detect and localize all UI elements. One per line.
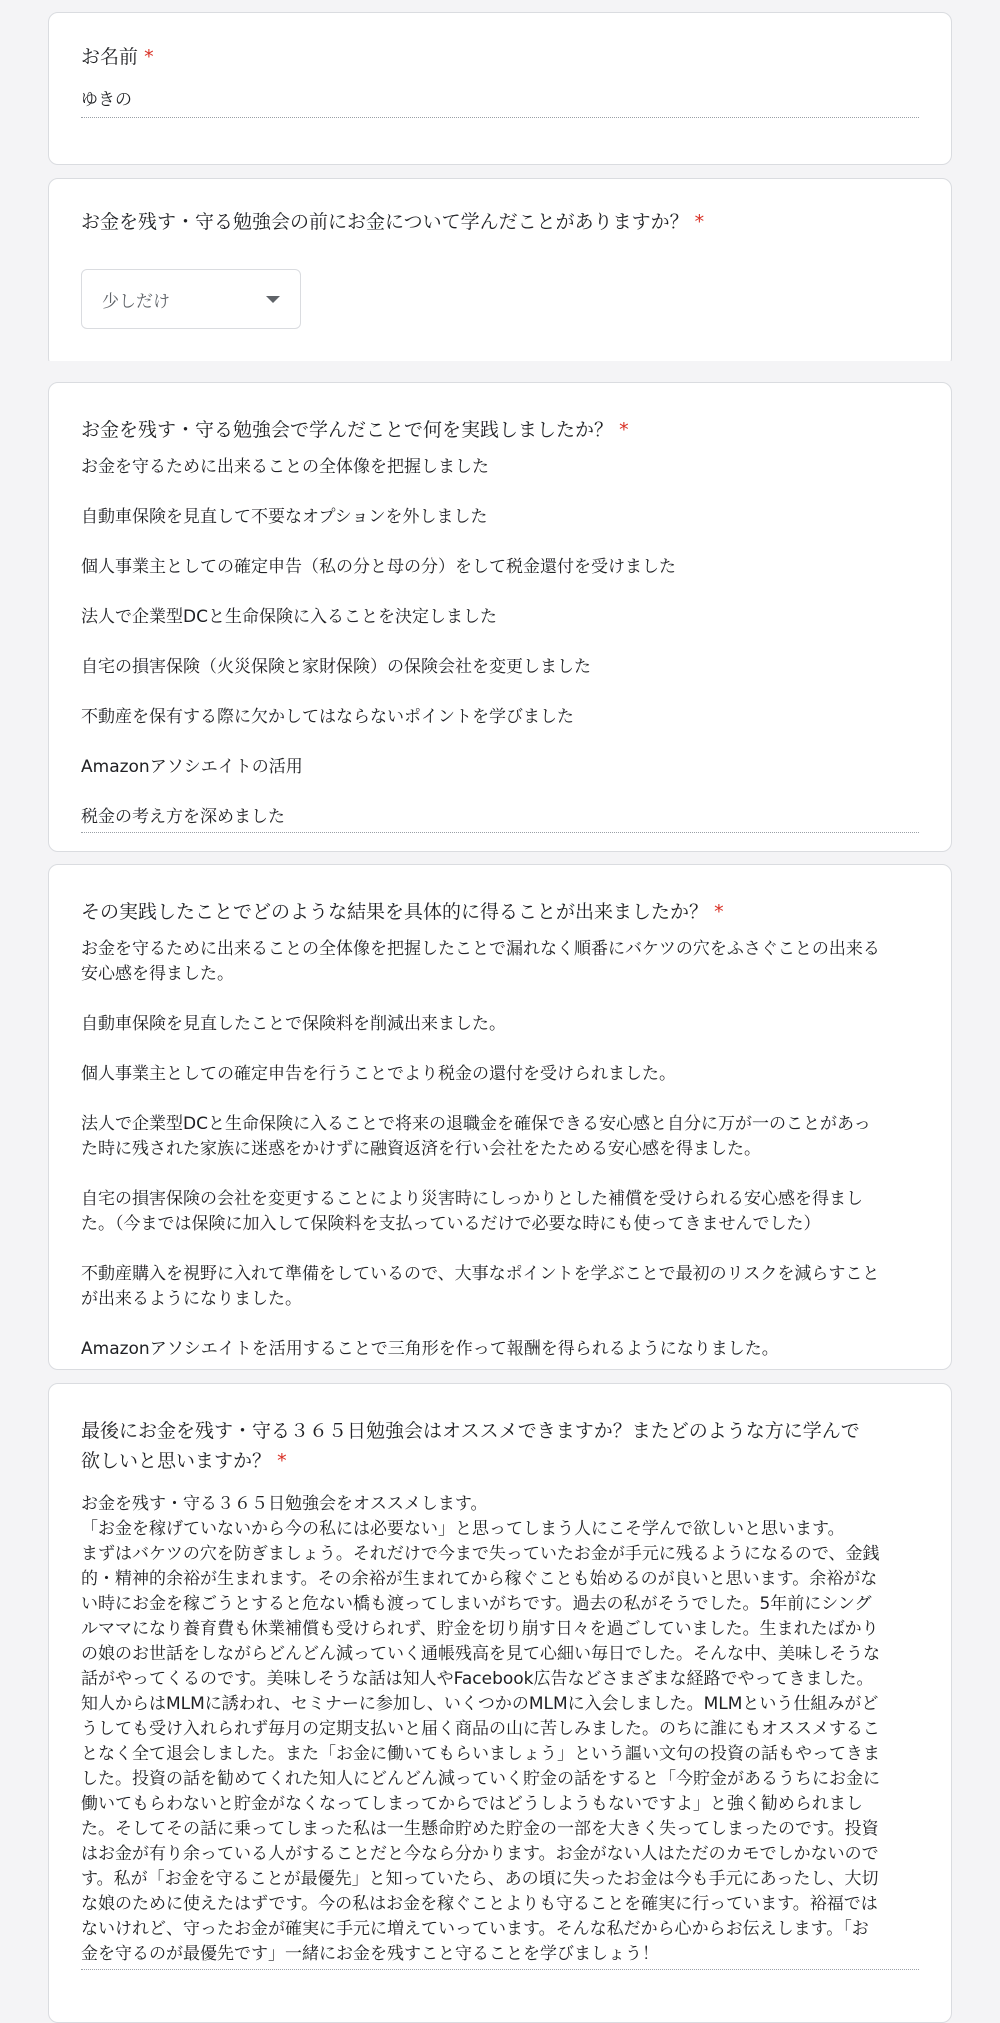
answer-line: お金を残す・守る３６５日勉強会をオススメします。: [81, 1494, 488, 1514]
answer-line: ルママになり養育費も休業補償も受けられず、貯金を切り崩す日々を過ごしていました。生まれたばかり: [81, 1619, 879, 1639]
answer-line: うしても受け入れられず毎月の定期支払いと届く商品の山に苦しみました。のちに誰にもオススメするこ: [81, 1719, 880, 1739]
answer-paragraph: 自動車保険を見直したことで保険料を削減出来ました。: [81, 1014, 506, 1034]
answer-line: す。私が「お金を守ることが最優先」と知っていたら、あの頃に失ったお金は今も手元にあったし、大切: [81, 1869, 879, 1889]
answer-paragraph: 自動車保険を見直して不要なオプションを外しました: [81, 507, 488, 527]
answer-line: な娘のために使えたはずです。今の私はお金を稼ぐことよりも守ることを確実に行っています。裕福では: [81, 1894, 878, 1914]
answer-line: い時にお金を稼ごうとすると危ない橋も渡ってしまいがちです。過去の私がそうでした。5年前にシング: [81, 1594, 872, 1614]
required-asterisk: *: [277, 1450, 287, 1472]
answer-paragraph: 自宅の損害保険の会社を変更することにより災害時にしっかりとした補償を受けられる安心感を得まし た。（今までは保険に加入して保険料を支払っているだけで必要な時にも使ってきませんでした）: [81, 1189, 863, 1234]
question-card-prior-learning: [48, 178, 952, 368]
question-title: お金を残す・守る勉強会で学んだことで何を実践しましたか？ *: [81, 419, 629, 441]
required-asterisk: *: [714, 901, 724, 923]
answer-line: 「お金を稼げていないから今の私には必要ない」と思ってしまう人にこそ学んで欲しいと思います。: [81, 1519, 845, 1539]
chevron-down-icon: [266, 296, 280, 303]
answer-paragraph: 不動産を保有する際に欠かしてはならないポイントを学びました: [81, 707, 574, 727]
answer-line: ないけれど、守ったお金が確実に手元に増えていっています。そんな私だから心からお伝えします。「お: [81, 1919, 869, 1939]
answer-line: となく全て退会しました。また「お金に働いてもらいましょう」という謳い文句の投資の話もやってきま: [81, 1744, 880, 1764]
recommend-answer-field[interactable]: [81, 1492, 919, 1970]
page-break: [0, 852, 1000, 864]
name-answer-field[interactable]: ゆきの: [81, 88, 919, 118]
answer-paragraph: お金を守るために出来ることの全体像を把握しました: [81, 457, 489, 477]
answer-line: 知人からはMLMに誘われ、セミナーに参加し、いくつかのMLMに入会しました。MLMという仕組みがど: [81, 1694, 879, 1714]
practiced-answer-field[interactable]: [81, 455, 919, 833]
answer-paragraph: 法人で企業型DCと生命保険に入ることを決定しました: [81, 607, 497, 627]
answer-line: はお金が有り余っている人がすることだと今なら分かります。お金がない人はただのカモでしかないので: [81, 1844, 879, 1864]
question-title: その実践したことでどのような結果を具体的に得ることが出来ましたか？ *: [81, 901, 724, 923]
answer-line: 話がやってくるのです。美味しそうな話は知人やFacebook広告などさまざまな経路でやってきました。: [81, 1669, 874, 1689]
required-asterisk: *: [694, 211, 705, 233]
required-asterisk: *: [144, 46, 154, 68]
question-card-practiced: [48, 382, 952, 852]
answer-line: 働いてもらわないと貯金がなくなってしまってからではどうしようもないですよ」と強く勧められまし: [81, 1794, 863, 1814]
prior-learning-dropdown[interactable]: [81, 269, 301, 329]
answer-paragraph: 個人事業主としての確定申告を行うことでより税金の還付を受けられました。: [81, 1064, 676, 1084]
results-answer-field[interactable]: [81, 937, 919, 1362]
answer-paragraph: 法人で企業型DCと生命保険に入ることで将来の退職金を確保できる安心感と自分に万が一のことがあっ た時に残された家族に迷惑をかけずに融資返済を行い会社をたためる安心感を得ました。: [81, 1114, 871, 1159]
question-title: お金を残す・守る勉強会の前にお金について学んだことがありますか？ *: [81, 211, 705, 233]
answer-line: 的・精神的余裕が生まれます。その余裕が生まれてから稼ぐことも始めるのが良いと思います。余裕がな: [81, 1569, 878, 1589]
dropdown-selected-value: 少しだけ: [102, 291, 170, 312]
answer-line: た。そしてその話に乗ってしまった私は一生懸命貯めた貯金の一部を大きく失ってしまったのです。投資: [81, 1819, 879, 1839]
question-card-name: [48, 12, 952, 165]
question-card-results: [48, 864, 952, 1370]
answer-paragraph: Amazonアソシエイトの活用: [81, 757, 303, 777]
question-card-recommend: [48, 1383, 952, 2023]
answer-line: の娘のお世話をしながらどんどん減っていく通帳残高を見て心細い毎日でした。そんな中、美味しそうな: [81, 1644, 880, 1664]
required-asterisk: *: [619, 419, 629, 441]
answer-paragraph: 不動産購入を視野に入れて準備をしているので、大事なポイントを学ぶことで最初のリスクを減らすこと が出来るようになりました。: [81, 1264, 880, 1309]
answer-line: 金を守るのが最優先です」一緒にお金を残すこと守ることを学びましょう！: [81, 1944, 659, 1964]
answer-paragraph: 自宅の損害保険（火災保険と家財保険）の保険会社を変更しました: [81, 657, 591, 677]
question-title: お名前 *: [81, 46, 154, 68]
page-break: [0, 361, 1000, 381]
answer-paragraph: 税金の考え方を深めました: [81, 807, 285, 827]
answer-line: まずはバケツの穴を防ぎましょう。それだけで今まで失っていたお金が手元に残るようになるので、金銭: [81, 1544, 880, 1564]
answer-paragraph: お金を守るために出来ることの全体像を把握したことで漏れなく順番にバケツの穴をふさぐことの出来る 安心感を得ました。: [81, 939, 880, 984]
question-title: 最後にお金を残す・守る３６５日勉強会はオススメできますか？またどのような方に学んで 欲しいと思いますか？ *: [81, 1420, 860, 1472]
answer-paragraph: 個人事業主としての確定申告（私の分と母の分）をして税金還付を受けました: [81, 557, 676, 577]
answer-line: した。投資の話を勧めてくれた知人にどんどん減っていく貯金の話をすると「今貯金があるうちにお金に: [81, 1769, 880, 1789]
answer-paragraph: Amazonアソシエイトを活用することで三角形を作って報酬を得られるようになりました。: [81, 1339, 779, 1359]
